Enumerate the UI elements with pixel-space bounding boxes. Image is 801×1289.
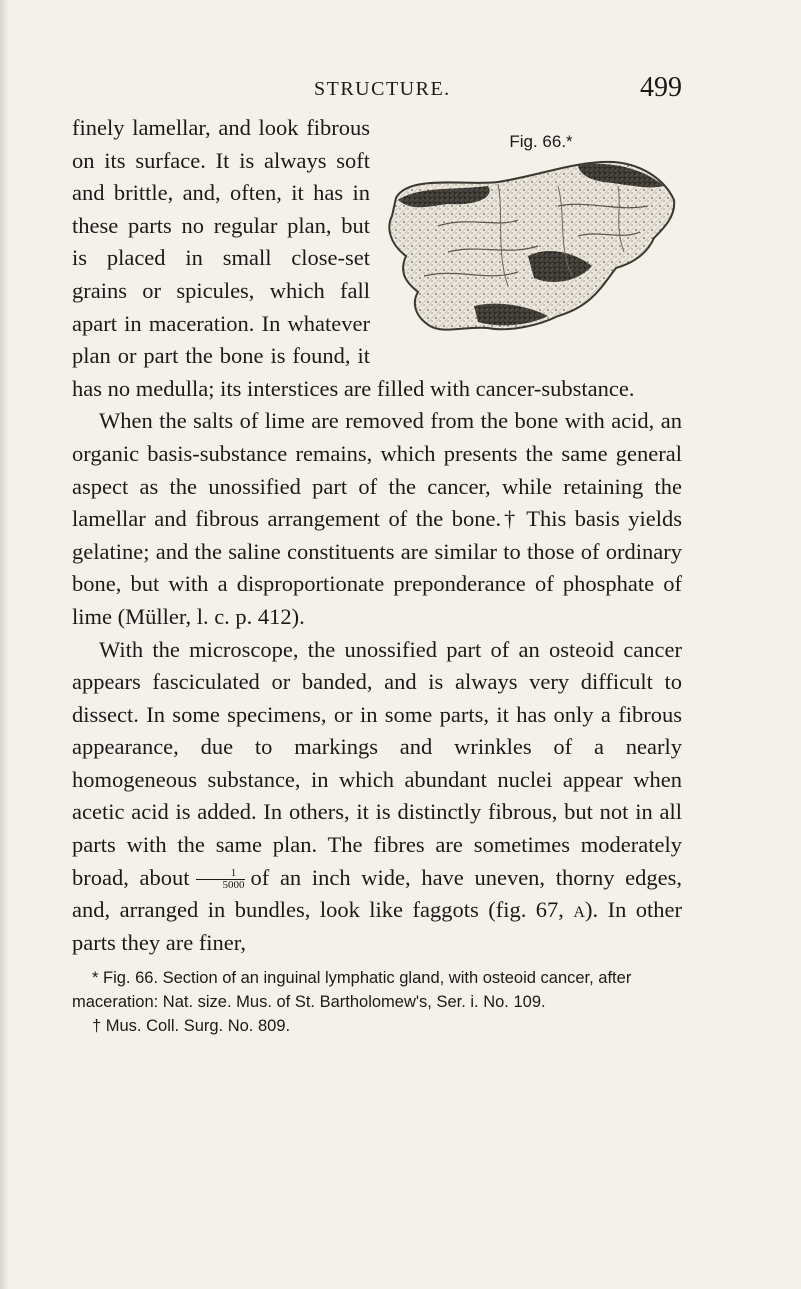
figure-66 (370, 112, 682, 364)
paragraph (72, 634, 682, 960)
footnotes (72, 966, 692, 1038)
paragraph-3-text-a: With the microscope, the unossified part of an osteoid cancer appears fasciculated or banded, and is always very difficult to dissect. In some specimens, or in some parts, it has only a fibrous appearance, due to markings and wrinkles of a nearly homogeneous substance, in which abundant nuclei appear when acetic acid is added. In others, it is distinctly fibrous, but not in all parts with the same plan. The fibres are sometimes moderately broad, about (72, 636, 682, 890)
figure-caption: Fig. 66.* (509, 132, 573, 151)
fraction (196, 868, 245, 891)
figure-reference-letter: a (573, 897, 585, 923)
paragraph-3-text-b: of an inch wide, have uneven, thorny edges, and, arranged in bundles, look like faggots (fig. 67, (72, 864, 683, 923)
running-header (72, 72, 682, 108)
fraction-denominator: 5000 (222, 879, 245, 891)
paragraph (72, 112, 682, 405)
paragraph-2-text: When the salts of lime are removed from the bone with acid, an organic basis-substance remains, which presents the same general aspect as the unossified part of the cancer, while retaining the lamellar and fibrous arrangement of the bone.† This basis yields gelatine; and the saline constituents are similar to those of ordinary bone, but with a disproportionate preponderance of phosphate of lime (Müller, l. c. p. 412). (72, 408, 682, 629)
figure-illustration (378, 156, 678, 352)
paragraph-3-text-c: ). In other parts they are finer, (72, 897, 683, 955)
paragraph (72, 405, 682, 633)
running-title: STRUCTURE. (314, 78, 451, 100)
page-number: 499 (640, 72, 682, 103)
footnote-2: † Mus. Coll. Surg. No. 809. (92, 1017, 291, 1035)
fraction-numerator: 1 (196, 868, 245, 880)
footnote-1: * Fig. 66. Section of an inguinal lymphatic gland, with osteoid cancer, after maceration: Nat. size. Mus. of St. Bartholomew's, Ser. i. No. 109. (72, 969, 632, 1011)
page-edge-shadow (0, 0, 9, 1289)
body-text (72, 112, 682, 959)
paragraph-1-text: finely lamellar, and look fibrous on its surface. It is always soft and brittle, and, often, it has in these parts no regular plan, but is placed in small close-set grains or spicules, which fall apart in maceration. In whatever plan or part the bone is found, it has no medulla; its interstices are filled with cancer-substance. (72, 115, 635, 401)
